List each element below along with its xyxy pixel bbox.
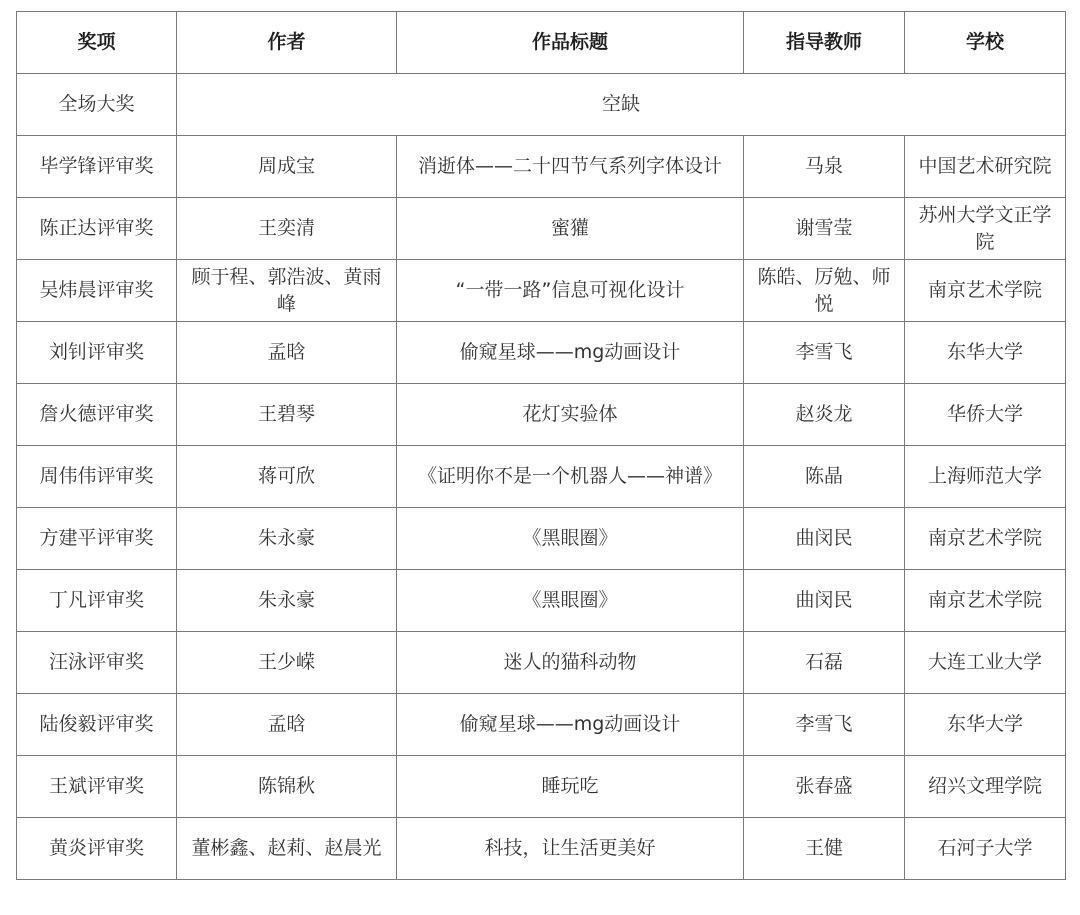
- header-title: 作品标题: [397, 12, 744, 74]
- cell-author: 王少嵘: [177, 632, 397, 694]
- cell-title: 花灯实验体: [397, 384, 744, 446]
- cell-title: 偷窥星球——mg动画设计: [397, 694, 744, 756]
- cell-author: 朱永豪: [177, 570, 397, 632]
- cell-school: 大连工业大学: [905, 632, 1066, 694]
- cell-school: 绍兴文理学院: [905, 756, 1066, 818]
- cell-award: 全场大奖: [17, 74, 177, 136]
- table-header-row: [17, 12, 1066, 74]
- cell-school: 东华大学: [905, 694, 1066, 756]
- cell-title: 迷人的猫科动物: [397, 632, 744, 694]
- cell-author: 陈锦秋: [177, 756, 397, 818]
- cell-award: 汪泳评审奖: [17, 632, 177, 694]
- cell-school: 东华大学: [905, 322, 1066, 384]
- cell-author: 董彬鑫、赵莉、赵晨光: [177, 818, 397, 880]
- header-teacher: 指导教师: [744, 12, 905, 74]
- table-row: [17, 260, 1066, 322]
- cell-school: 南京艺术学院: [905, 508, 1066, 570]
- header-author: 作者: [177, 12, 397, 74]
- table-row: [17, 508, 1066, 570]
- table-row: [17, 384, 1066, 446]
- cell-author: 蒋可欣: [177, 446, 397, 508]
- cell-title: 蜜獾: [397, 198, 744, 260]
- table-row: [17, 756, 1066, 818]
- cell-award: 陈正达评审奖: [17, 198, 177, 260]
- cell-award: 毕学锋评审奖: [17, 136, 177, 198]
- cell-title: 偷窥星球——mg动画设计: [397, 322, 744, 384]
- table-row: [17, 322, 1066, 384]
- cell-title: 消逝体——二十四节气系列字体设计: [397, 136, 744, 198]
- cell-award: 吴炜晨评审奖: [17, 260, 177, 322]
- header-award: 奖项: [17, 12, 177, 74]
- award-table: [16, 11, 1066, 880]
- cell-award: 丁凡评审奖: [17, 570, 177, 632]
- cell-school: 石河子大学: [905, 818, 1066, 880]
- cell-teacher: 石磊: [744, 632, 905, 694]
- header-school: 学校: [905, 12, 1066, 74]
- cell-school: 南京艺术学院: [905, 570, 1066, 632]
- cell-author: 朱永豪: [177, 508, 397, 570]
- cell-title: 《证明你不是一个机器人——神谱》: [397, 446, 744, 508]
- cell-award: 周伟伟评审奖: [17, 446, 177, 508]
- cell-school: 华侨大学: [905, 384, 1066, 446]
- cell-award: 陆俊毅评审奖: [17, 694, 177, 756]
- table-row-grand-prize: [17, 74, 1066, 136]
- table-row: [17, 818, 1066, 880]
- cell-title: “一带一路”信息可视化设计: [397, 260, 744, 322]
- cell-school: 南京艺术学院: [905, 260, 1066, 322]
- cell-title: 《黑眼圈》: [397, 570, 744, 632]
- cell-teacher: 马泉: [744, 136, 905, 198]
- cell-vacant-status: 空缺: [177, 74, 1066, 136]
- table-row: [17, 694, 1066, 756]
- cell-teacher: 谢雪莹: [744, 198, 905, 260]
- cell-award: 方建平评审奖: [17, 508, 177, 570]
- table-row: [17, 632, 1066, 694]
- cell-award: 刘钊评审奖: [17, 322, 177, 384]
- table-row: [17, 198, 1066, 260]
- cell-award: 詹火德评审奖: [17, 384, 177, 446]
- cell-teacher: 曲闵民: [744, 570, 905, 632]
- cell-teacher: 李雪飞: [744, 694, 905, 756]
- cell-teacher: 李雪飞: [744, 322, 905, 384]
- cell-teacher: 陈晶: [744, 446, 905, 508]
- cell-award: 王斌评审奖: [17, 756, 177, 818]
- cell-teacher: 陈皓、厉勉、师悦: [744, 260, 905, 322]
- cell-title: 睡玩吃: [397, 756, 744, 818]
- cell-teacher: 张春盛: [744, 756, 905, 818]
- cell-author: 孟晗: [177, 322, 397, 384]
- cell-teacher: 王健: [744, 818, 905, 880]
- cell-author: 王碧琴: [177, 384, 397, 446]
- table-row: [17, 136, 1066, 198]
- cell-teacher: 曲闵民: [744, 508, 905, 570]
- cell-author: 顾于程、郭浩波、黄雨峰: [177, 260, 397, 322]
- cell-author: 孟晗: [177, 694, 397, 756]
- table-row: [17, 446, 1066, 508]
- cell-school: 上海师范大学: [905, 446, 1066, 508]
- cell-title: 科技，让生活更美好: [397, 818, 744, 880]
- cell-school: 中国艺术研究院: [905, 136, 1066, 198]
- table-row: [17, 570, 1066, 632]
- cell-author: 周成宝: [177, 136, 397, 198]
- cell-school: 苏州大学文正学院: [905, 198, 1066, 260]
- cell-award: 黄炎评审奖: [17, 818, 177, 880]
- cell-teacher: 赵炎龙: [744, 384, 905, 446]
- cell-author: 王奕清: [177, 198, 397, 260]
- cell-title: 《黑眼圈》: [397, 508, 744, 570]
